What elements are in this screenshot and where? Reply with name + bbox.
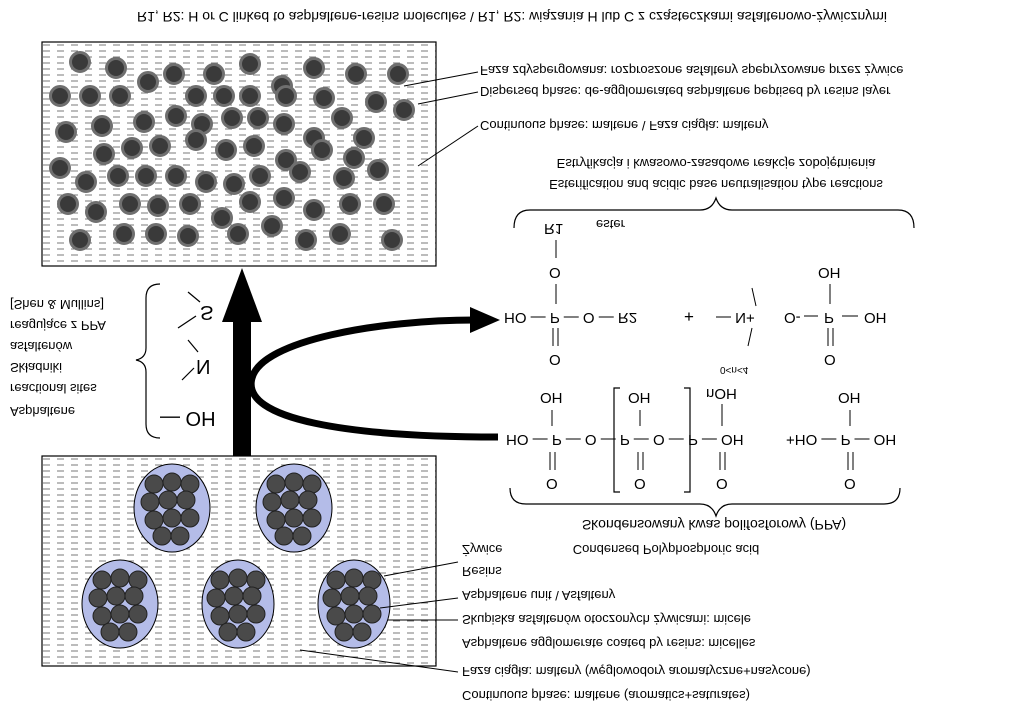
dispersed-particle — [179, 227, 198, 246]
ester-o-top: O — [549, 264, 561, 281]
asphaltene-unit — [93, 607, 111, 625]
dispersed-label-en: Dispersed phase: de-agglomerated asphaltene peptised by resins layer — [480, 84, 891, 99]
salt-o-bottom: O — [824, 351, 836, 368]
dispersed-particle — [275, 115, 294, 134]
dispersed-particle — [333, 109, 352, 128]
asphaltene-unit — [145, 511, 163, 529]
dispersed-particle — [277, 87, 296, 106]
salt-oh-top: OH — [818, 264, 841, 281]
salt-o-minus: O- — [784, 309, 801, 326]
ppa-upper-bonds — [552, 404, 850, 426]
asphaltene-unit — [335, 623, 353, 641]
dispersed-particle — [181, 195, 200, 214]
dispersed-particle — [187, 131, 206, 150]
ppa-oh-4: OH — [838, 389, 861, 406]
reaction-header-en: Esterification and acidic base neutralisation type reactions — [549, 177, 883, 192]
site-n: N — [196, 355, 211, 377]
dispersed-particle — [115, 225, 134, 244]
salt-n-bond-up — [752, 288, 756, 306]
asphaltene-unit — [243, 587, 261, 605]
dispersed-particle — [71, 231, 90, 250]
sites-caption-line: Składniki — [10, 360, 63, 375]
asphaltene-unit — [327, 607, 345, 625]
dispersed-particle — [225, 175, 244, 194]
dispersed-particle — [241, 55, 260, 74]
asphaltene-unit — [323, 589, 341, 607]
asphaltene-unit — [119, 623, 137, 641]
dispersed-particle — [111, 87, 130, 106]
ester-r1: R1 — [544, 220, 564, 237]
asphaltene-unit — [281, 491, 299, 509]
asphaltene-unit — [177, 491, 195, 509]
dispersed-label-pl: Faza zdyspergowana: rozproszone asfalteny spepryzowane przez żywice — [480, 63, 904, 78]
micelle — [318, 560, 390, 648]
asphaltene-unit — [327, 571, 345, 589]
dispersed-particle — [251, 167, 270, 186]
dispersed-particle — [375, 195, 394, 214]
dispersed-particle — [313, 141, 332, 160]
dispersed-particle — [139, 73, 158, 92]
micelle — [134, 464, 210, 552]
asphaltene-unit — [363, 571, 381, 589]
dispersed-particle — [59, 195, 78, 214]
ppa-n-range: 0<n<4 — [720, 364, 749, 375]
dispersed-particle — [223, 109, 242, 128]
site-oh: — OH — [160, 407, 216, 429]
dispersed-particle — [123, 139, 142, 158]
ppa-o-4: O — [844, 475, 856, 492]
asphaltene-unit — [247, 605, 265, 623]
micelle — [202, 560, 274, 648]
dispersed-particle — [355, 129, 374, 148]
sites-brace — [136, 284, 160, 438]
ppa-double-bonds — [550, 452, 853, 470]
ppa-oh-2: OH — [628, 389, 651, 406]
asphaltene-unit — [263, 493, 281, 511]
asphaltene-unit — [353, 623, 371, 641]
asphaltene-unit — [141, 493, 159, 511]
asphaltene-unit — [225, 587, 243, 605]
continuous-label-top: Continuous phase: maltene \ Faza ciągła: malteny — [480, 118, 769, 133]
asphaltene-unit — [299, 491, 317, 509]
ppa-chain: HO — P — O — P — O — P — OH — [506, 431, 744, 448]
micelle-label-en: Asphaltene agglomerate coated by resins: micelles — [462, 636, 756, 651]
dispersed-particle — [291, 163, 310, 182]
dispersed-particle — [213, 209, 232, 228]
ester-main: HO — P — O — R2 — [504, 309, 638, 326]
ppa-noh: nOH — [706, 385, 737, 402]
asphaltene-unit — [363, 605, 381, 623]
top-caption: R1, R2: H or C linked to asphaltene-resins molecules \ R1, R2: wiązania H lub C z cząsteczkami asfaltenowo-żywicznymi — [136, 9, 888, 25]
ester-plus: + — [684, 307, 694, 326]
dispersed-particle — [229, 225, 248, 244]
dispersed-particle — [87, 203, 106, 222]
asphaltene-unit — [275, 527, 293, 545]
dispersed-particle — [245, 137, 264, 156]
dispersed-particle — [149, 197, 168, 216]
sites-caption-line: reactional sites — [10, 381, 97, 396]
asphaltene-unit — [181, 509, 199, 527]
asphaltene-unit — [229, 605, 247, 623]
dispersed-particle — [367, 93, 386, 112]
asphaltene-unit — [229, 569, 247, 587]
salt-oh-right: OH — [864, 309, 887, 326]
micelle — [256, 464, 332, 552]
dispersed-particle — [331, 225, 350, 244]
dispersed-particle — [51, 159, 70, 178]
asphaltene-unit — [129, 605, 147, 623]
ester-o-bottom: O — [549, 351, 561, 368]
asphaltene-unit-label: Asphaltene unit \ Asfalteny — [462, 588, 616, 603]
dispersed-particle — [107, 59, 126, 78]
ppa-brace — [510, 488, 900, 516]
dispersed-particle — [121, 195, 140, 214]
dispersed-particle — [389, 65, 408, 84]
dispersed-particle — [197, 173, 216, 192]
continuous-label-pl: Faza ciągła: malteny (węglowodory aromatyczne+nasycone) — [462, 664, 811, 679]
curved-arrow-head — [470, 307, 500, 333]
dispersed-particle — [167, 167, 186, 186]
asphaltene-unit — [153, 527, 171, 545]
dispersed-particle — [345, 149, 364, 168]
dispersed-particle — [95, 145, 114, 164]
asphaltene-unit — [111, 605, 129, 623]
dispersed-particle — [93, 117, 112, 136]
dispersed-particle — [57, 123, 76, 142]
micelle-label-pl: Skupiska asfaltenów otoczonych żywicami: micele — [462, 612, 752, 627]
reaction-header-pl: Estryfikacja i kwasowo-zasadowe reakcje zobojętnienia — [556, 156, 876, 171]
dispersed-particle — [335, 169, 354, 188]
asphaltene-unit — [341, 587, 359, 605]
dispersed-particle — [275, 189, 294, 208]
sites-caption — [10, 297, 106, 419]
asphaltene-unit — [211, 571, 229, 589]
resins-label-pl: Żywice — [462, 542, 503, 557]
sites-caption-line: asfaltenów — [10, 339, 73, 354]
ppa-tail: +HO — P — OH — [786, 431, 897, 448]
dispersed-particle — [305, 201, 324, 220]
dispersed-particle — [109, 167, 128, 186]
asphaltene-unit — [207, 589, 225, 607]
asphaltene-unit — [293, 527, 311, 545]
dispersed-particle — [137, 167, 156, 186]
dispersed-particle — [315, 89, 334, 108]
sites-caption-line: Asphaltene — [10, 404, 76, 419]
asphaltene-unit — [219, 623, 237, 641]
asphaltene-unit — [145, 475, 163, 493]
asphaltene-unit — [107, 587, 125, 605]
asphaltene-unit — [303, 509, 321, 527]
asphaltene-unit — [89, 589, 107, 607]
dispersed-particle — [341, 195, 360, 214]
dispersed-particle — [71, 53, 90, 72]
sites-caption-line: [Shen & Mullins] — [10, 297, 104, 312]
ppa-o-1: O — [546, 475, 558, 492]
asphaltene-unit — [101, 623, 119, 641]
asphaltene-unit — [181, 475, 199, 493]
dispersed-particle — [167, 107, 186, 126]
site-s: S — [200, 301, 214, 323]
salt-n-bond-down — [748, 328, 752, 346]
asphaltene-unit — [285, 509, 303, 527]
dispersed-particle — [81, 87, 100, 106]
dispersed-particle — [305, 59, 324, 78]
reaction-brace — [514, 198, 914, 228]
ppa-caption-en: Condensed Polyphosphoric acid — [572, 542, 760, 557]
asphaltene-unit — [93, 571, 111, 589]
asphaltene-unit — [285, 473, 303, 491]
asphaltene-unit — [171, 527, 189, 545]
dispersed-particle — [241, 87, 260, 106]
vertical-arrow-head — [222, 268, 262, 322]
dispersed-particle — [77, 173, 96, 192]
dispersed-particle — [241, 193, 260, 212]
dispersed-particle — [383, 231, 402, 250]
salt-p: P — [824, 309, 835, 326]
dispersed-particle — [187, 87, 206, 106]
dispersed-particle — [249, 109, 268, 128]
dispersed-particle — [395, 101, 414, 120]
dispersed-particle — [147, 225, 166, 244]
dispersed-particle — [165, 65, 184, 84]
asphaltene-unit — [267, 475, 285, 493]
asphaltene-unit — [267, 511, 285, 529]
asphaltene-unit — [111, 569, 129, 587]
asphaltene-unit — [345, 569, 363, 587]
continuous-label-en: Continuous phase: maltene (aromatics+saturates) — [462, 688, 750, 703]
asphaltene-unit — [211, 607, 229, 625]
dispersed-particle — [217, 141, 236, 160]
ppa-o-2: O — [634, 475, 646, 492]
asphaltene-unit — [163, 473, 181, 491]
resins-label-en: Resins — [462, 564, 502, 579]
dispersed-particle — [263, 217, 282, 236]
asphaltene-unit — [303, 475, 321, 493]
ppa-caption-pl: Skondensowany kwas polifosforowy (PPA) — [581, 517, 847, 533]
curved-reaction-arrow — [251, 320, 498, 437]
dispersed-particle — [151, 137, 170, 156]
dispersed-particle — [135, 113, 154, 132]
asphaltene-unit — [247, 571, 265, 589]
ppa-o-3: O — [716, 475, 728, 492]
dispersed-particle — [51, 87, 70, 106]
salt-n: — N+ — [716, 309, 755, 326]
asphaltene-unit — [237, 623, 255, 641]
asphaltene-unit — [359, 587, 377, 605]
dispersed-particle — [369, 161, 388, 180]
dispersed-particle — [215, 87, 234, 106]
asphaltene-unit — [159, 491, 177, 509]
ppa-oh-1: OH — [540, 389, 563, 406]
asphaltene-unit — [125, 587, 143, 605]
sites-caption-line: reagujące z PPA — [10, 318, 106, 333]
dispersed-particle — [347, 65, 366, 84]
asphaltene-unit — [129, 571, 147, 589]
asphaltene-unit — [345, 605, 363, 623]
micelle — [82, 560, 158, 648]
dispersed-particle — [205, 65, 224, 84]
ester-label: ester — [596, 217, 625, 232]
asphaltene-unit — [163, 509, 181, 527]
dispersed-particle — [297, 231, 316, 250]
